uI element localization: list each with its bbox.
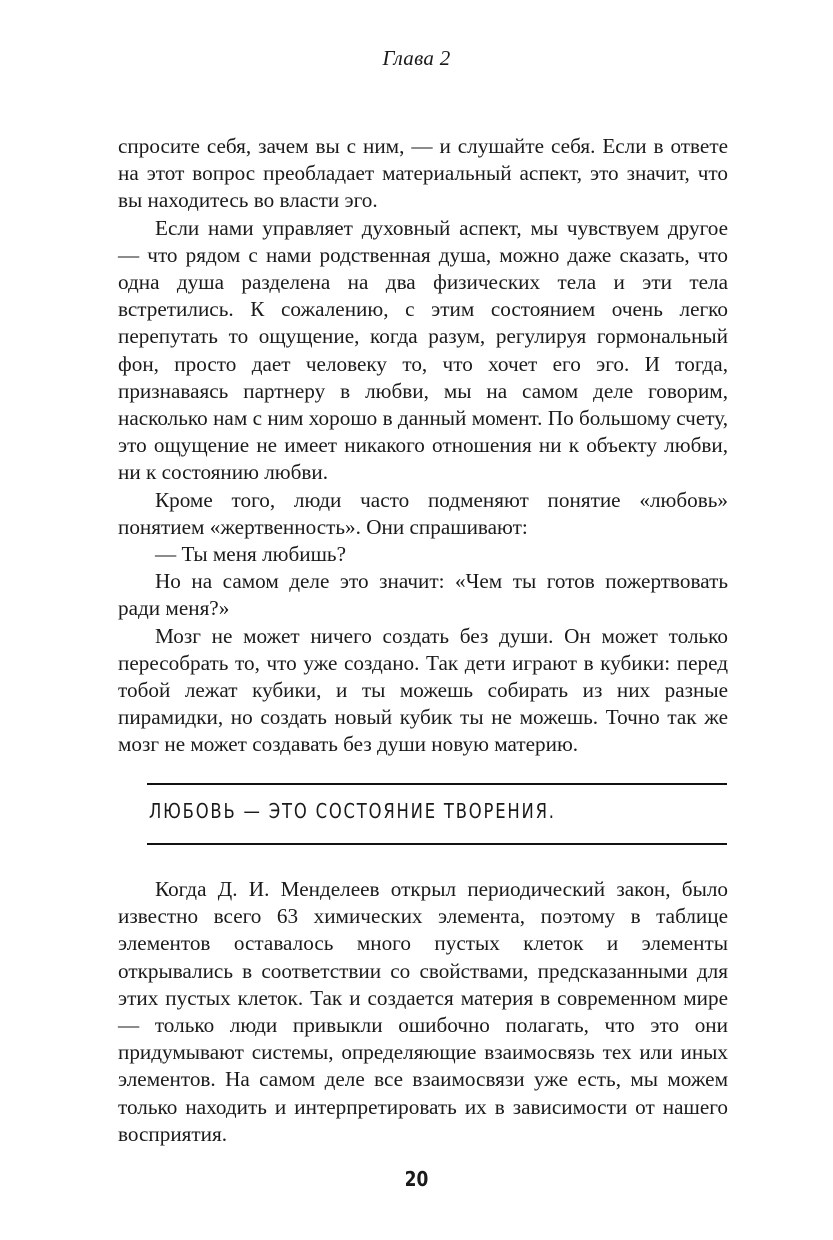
paragraph: Кроме того, люди часто подменяют понятие «любовь» понятием «жертвенность». Они спрашивают: xyxy=(118,487,728,539)
paragraph: Но на самом деле это значит: «Чем ты готов пожертвовать ради меня?» xyxy=(118,569,728,621)
page-number: 20 xyxy=(404,1167,429,1191)
paragraph: Когда Д. И. Менделеев открыл периодический закон, было известно всего 63 химических элемента, поэтому в таблице элементов оставалось много пустых клеток и элементы открывались в соответствии со свойствами, предсказанными для этих пустых клеток. Так и создается материя в современном мире — только люди привыкли ошибочно полагать, что это они придумывают системы, определяющие взаимосвязь тех или иных элементов. На самом деле все взаимосвязи уже есть, мы можем только находить и интерпретировать их в зависимости от нашего восприятия. xyxy=(118,877,728,1146)
paragraph: Мозг не может ничего создать без души. Он может только пересобрать то, что уже создано. Так дети играют в кубики: перед тобой лежат кубики, и ты можешь собирать из них разные пирамидки, но создать новый кубик ты не можешь. Точно так же мозг не может создавать без души новую материю. xyxy=(118,623,728,757)
pullquote xyxy=(147,783,727,845)
dialog-line: — Ты меня любишь? xyxy=(155,542,346,567)
paragraph: Если нами управляет духовный аспект, мы чувствуем другое — что рядом с нами родственная душа, можно даже сказать, что одна душа разделена на два физических тела и эти тела встретились. К сожалению, с этим состоянием очень легко перепутать то ощущение, когда разум, регулируя гормональный фон, просто дает человеку то, что хочет его эго. И тогда, признаваясь партнеру в любви, мы на самом деле говорим, насколько нам с ним хорошо в данный момент. По большому счету, это ощущение не имеет никакого отношения ни к объекту любви, ни к состоянию любви. xyxy=(118,215,728,485)
pullquote-text: ЛЮБОВЬ — ЭТО СОСТОЯНИЕ ТВОРЕНИЯ. xyxy=(149,799,556,823)
body-text-bottom xyxy=(118,876,728,1148)
running-head: Глава 2 xyxy=(382,46,451,70)
body-text-top xyxy=(118,133,728,759)
paragraph: спросите себя, зачем вы с ним, — и слушайте себя. Если в ответе на этот вопрос преобладает материальный аспект, это значит, что вы находитесь во власти эго. xyxy=(118,134,728,213)
